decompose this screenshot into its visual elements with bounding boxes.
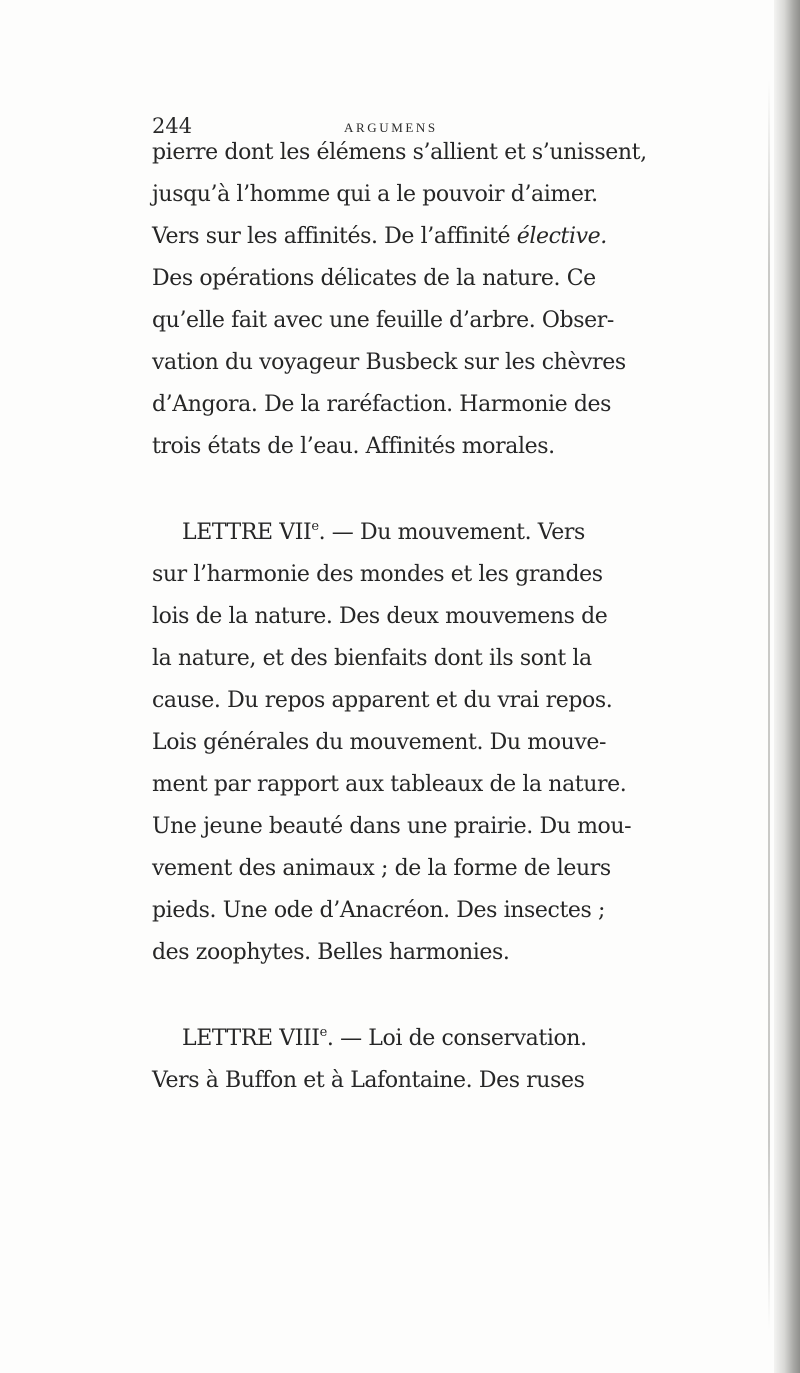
fold-line (768, 80, 770, 1330)
text-span: . — Loi de conservation. (326, 1026, 587, 1051)
text-span: . — Du mouvement. Vers (318, 520, 585, 545)
text-line: pierre dont les élémens s’allient et s’unissent, (152, 140, 647, 165)
superscript: e (311, 519, 319, 534)
text-line: vation du voyageur Busbeck sur les chèvres (152, 350, 626, 375)
text-line: cause. Du repos apparent et du vrai repos. (152, 688, 613, 713)
text-line: Vers à Buffon et à Lafontaine. Des ruses (152, 1068, 585, 1093)
text-line: des zoophytes. Belles harmonies. (152, 940, 510, 965)
text-line (152, 224, 607, 249)
letter-title: LETTRE VIII (182, 1026, 320, 1051)
superscript: e (319, 1025, 327, 1040)
section-heading-line (182, 1026, 587, 1051)
text-line: qu’elle fait avec une feuille d’arbre. Obser- (152, 308, 614, 333)
page-number: 244 (152, 114, 193, 138)
text-span: Vers sur les affinités. De l’affinité (152, 224, 517, 249)
text-line: la nature, et des bienfaits dont ils sont la (152, 646, 592, 671)
text-line: jusqu’à l’homme qui a le pouvoir d’aimer. (152, 182, 598, 207)
italic-word: élective. (516, 224, 607, 249)
text-line: trois états de l’eau. Affinités morales. (152, 434, 555, 459)
text-line: d’Angora. De la raréfaction. Harmonie des (152, 392, 612, 417)
text-line: sur l’harmonie des mondes et les grandes (152, 562, 603, 587)
text-line: pieds. Une ode d’Anacréon. Des insectes ; (152, 898, 606, 923)
text-line: Des opérations délicates de la nature. Ce (152, 266, 596, 291)
running-head: ARGUMENS (344, 120, 438, 135)
letter-title: LETTRE VII (182, 520, 312, 545)
text-line: Une jeune beauté dans une prairie. Du mou- (152, 814, 632, 839)
page-gutter-shadow (774, 0, 800, 1373)
section-heading-line (182, 520, 585, 545)
text-line: lois de la nature. Des deux mouvemens de (152, 604, 608, 629)
text-line: ment par rapport aux tableaux de la nature. (152, 772, 627, 797)
text-line: vement des animaux ; de la forme de leurs (152, 856, 611, 881)
text-line: Lois générales du mouvement. Du mouve- (152, 730, 607, 755)
